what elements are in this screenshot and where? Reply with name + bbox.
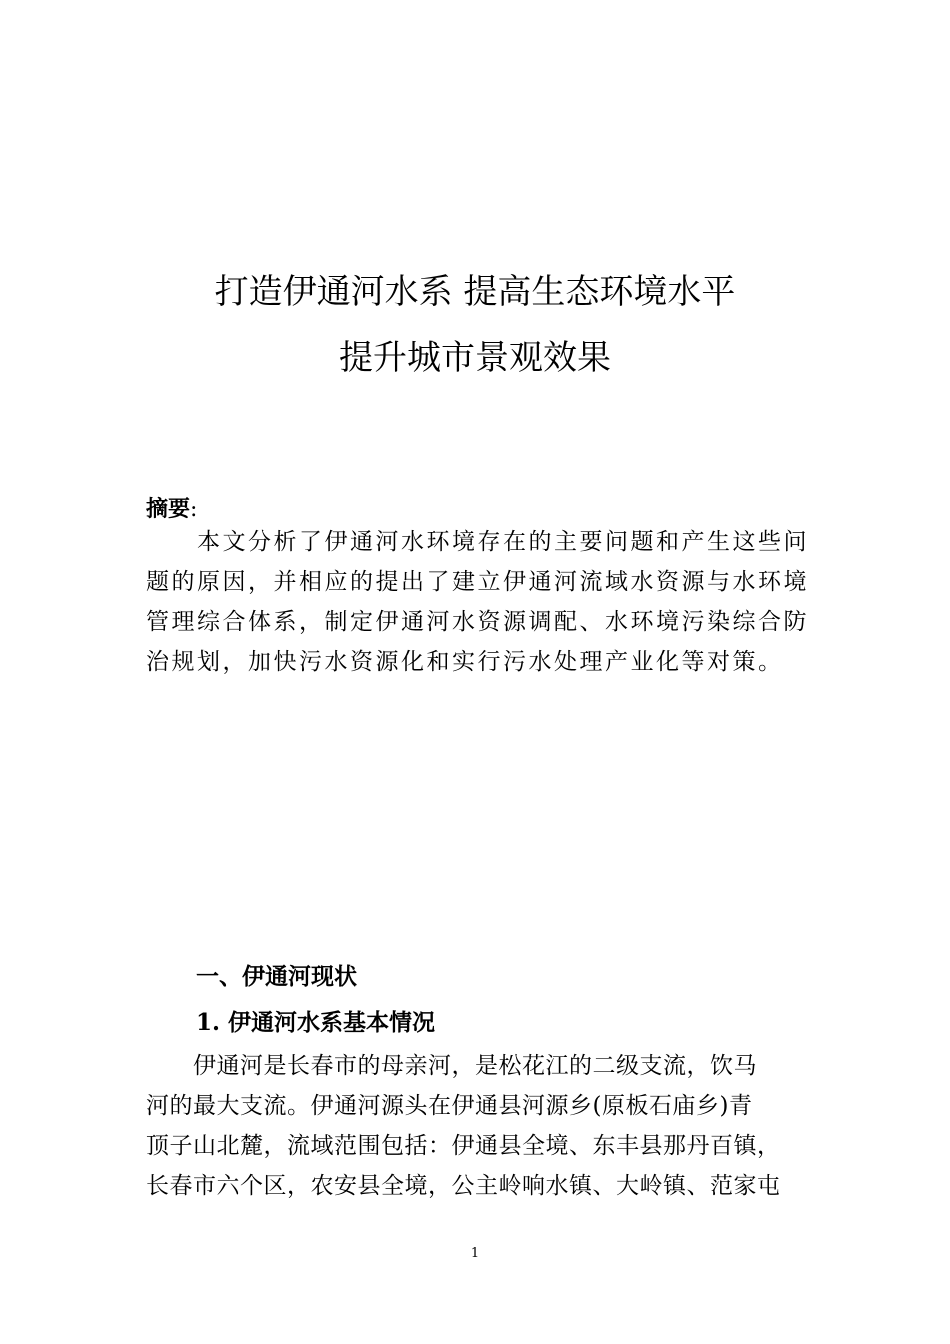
abstract-line: 本文分析了伊通河水环境存在的主要问题和产生这些问 xyxy=(146,529,809,555)
body-paragraph xyxy=(146,1046,806,1206)
abstract-label-colon: : xyxy=(190,497,198,522)
abstract-line: 题的原因，并相应的提出了建立伊通河流域水资源与水环境 xyxy=(146,569,809,595)
body-line: 伊通河是长春市的母亲河，是松花江的二级支流，饮马 xyxy=(146,1053,757,1079)
abstract-line: 治规划，加快污水资源化和实行污水处理产业化等对策。 xyxy=(146,649,784,675)
section-heading: 一、伊通河现状 xyxy=(196,963,357,990)
section-subheading: 1. 伊通河水系基本情况 xyxy=(196,1009,436,1036)
abstract-label-text: 摘要 xyxy=(146,496,191,522)
abstract-paragraph xyxy=(146,522,809,682)
document-title-line-1: 打造伊通河水系 提高生态环境水平 xyxy=(214,272,736,312)
abstract-line: 管理综合体系，制定伊通河水资源调配、水环境污染综合防 xyxy=(146,609,809,635)
document-title-line-2: 提升城市景观效果 xyxy=(339,338,611,378)
body-line: 长春市六个区，农安县全境，公主岭响水镇、大岭镇、范家屯 xyxy=(146,1173,781,1199)
body-line: 河的最大支流。伊通河源头在伊通县河源乡(原板石庙乡)青 xyxy=(146,1093,753,1119)
body-line: 顶子山北麓，流域范围包括：伊通县全境、东丰县那丹百镇， xyxy=(146,1133,781,1159)
page-number: 1 xyxy=(470,1246,480,1261)
